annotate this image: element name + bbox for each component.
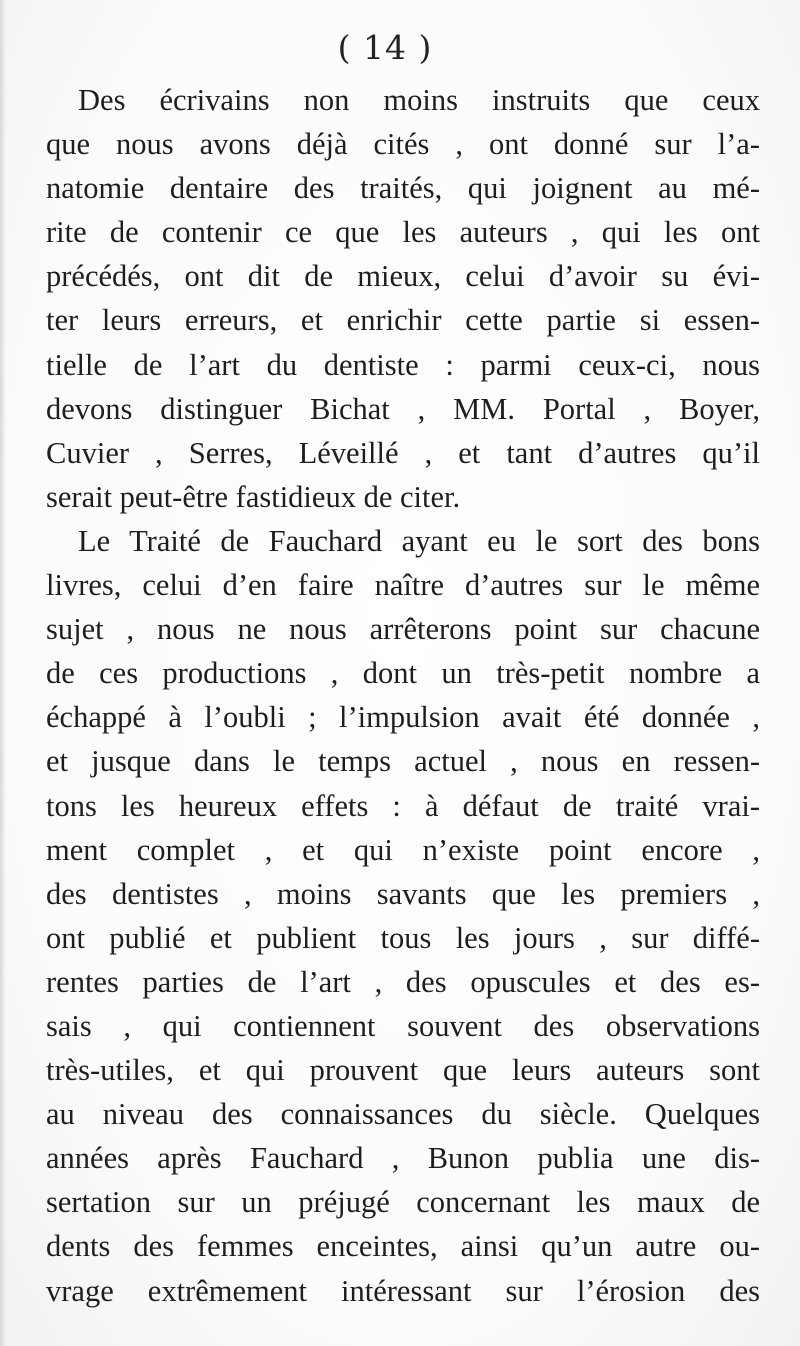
text-line: sais , qui contiennent souvent des observations	[46, 1008, 760, 1043]
text-line: Des écrivains non moins instruits que ceux	[78, 83, 760, 117]
text-line: tons les heureux effets : à défaut de traité vrai-	[46, 788, 760, 823]
text-line: ter leurs erreurs, et enrichir cette partie si essen-	[46, 303, 760, 338]
body-text	[46, 78, 760, 1313]
text-line: rite de contenir ce que les auteurs , qui les ont	[46, 215, 760, 250]
text-line: sertation sur un préjugé concernant les maux de	[46, 1185, 760, 1220]
text-line: ment complet , et qui n’existe point encore ,	[46, 832, 760, 867]
paragraph-2	[46, 519, 760, 1313]
text-line: vrage extrêmement intéressant sur l’érosion des	[46, 1273, 760, 1308]
text-line: dents des femmes enceintes, ainsi qu’un autre ou-	[46, 1229, 760, 1264]
page-edge-shadow	[0, 0, 6, 1346]
text-line: précédés, ont dit de mieux, celui d’avoir su évi-	[46, 259, 760, 294]
text-line: livres, celui d’en faire naître d’autres sur le même	[46, 568, 760, 603]
text-line: rentes parties de l’art , des opuscules et des es-	[46, 964, 760, 999]
text-line: au niveau des connaissances du siècle. Quelques	[46, 1097, 760, 1132]
text-line: Cuvier , Serres, Léveillé , et tant d’autres qu’il	[46, 435, 760, 470]
text-line: très-utiles, et qui prouvent que leurs auteurs sont	[46, 1053, 760, 1088]
paragraph-1	[46, 78, 760, 519]
text-line: Le Traité de Fauchard ayant eu le sort des bons	[78, 523, 760, 558]
text-line: des dentistes , moins savants que les premiers ,	[46, 876, 760, 911]
text-line: de ces productions , dont un très-petit nombre a	[46, 656, 760, 691]
text-line: serait peut-être fastidieux de citer.	[46, 479, 461, 514]
text-line: sujet , nous ne nous arrêterons point sur chacune	[46, 612, 760, 647]
text-line: échappé à l’oubli ; l’impulsion avait été donnée ,	[46, 700, 760, 735]
text-line: que nous avons déjà cités , ont donné sur l’a-	[46, 127, 760, 162]
text-line: années après Fauchard , Bunon publia une dis-	[46, 1141, 760, 1176]
text-line: tielle de l’art du dentiste : parmi ceux-ci, nous	[46, 347, 760, 382]
text-line: et jusque dans le temps actuel , nous en ressen-	[46, 744, 760, 779]
text-line: natomie dentaire des traités, qui joignent au mé-	[46, 171, 760, 206]
text-line: devons distinguer Bichat , MM. Portal , Boyer,	[46, 391, 760, 426]
page-number: ( 14 )	[337, 28, 433, 67]
text-line: ont publié et publient tous les jours , sur diffé-	[46, 920, 760, 955]
